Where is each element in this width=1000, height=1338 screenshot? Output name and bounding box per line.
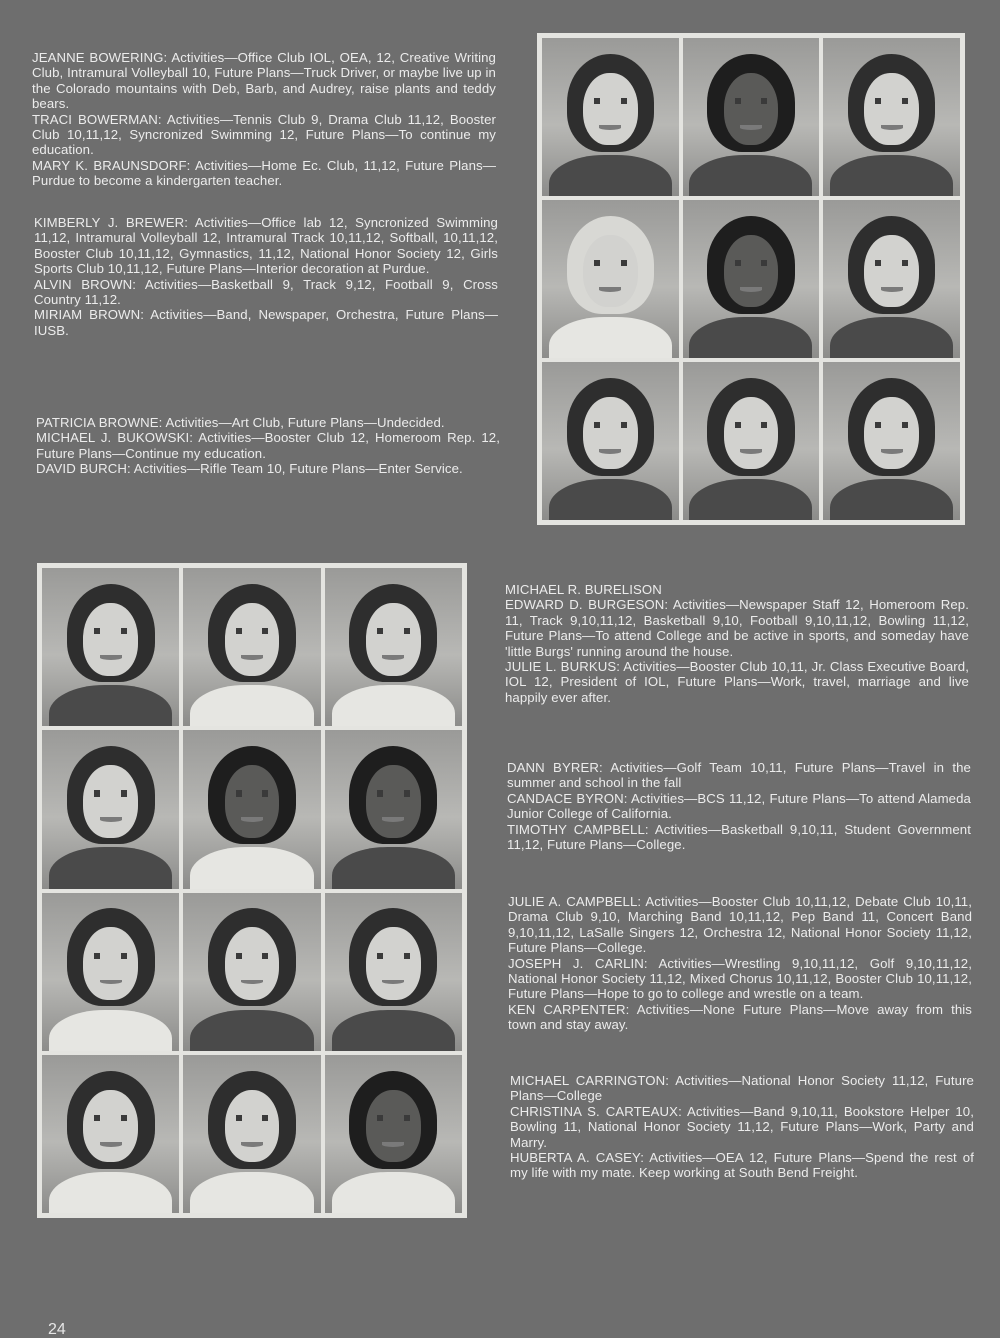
student-portrait (183, 730, 320, 888)
student-portrait (325, 893, 462, 1051)
bio-paragraph: MIRIAM BROWN: Activities—Band, Newspaper, Orchestra, Future Plans—IUSB. (34, 307, 498, 338)
student-portrait (42, 568, 179, 726)
page-number: 24 (48, 1321, 66, 1338)
bio-paragraph: TRACI BOWERMAN: Activities—Tennis Club 9, Drama Club 11,12, Booster Club 10,11,12, Syncronized Swimming 12, Future Plans—To continue my education. (32, 111, 496, 158)
bio-paragraph: JEANNE BOWERING: Activities—Office Club IOL, OEA, 12, Creative Writing Club, Intramural Volleyball 10, Future Plans—Truck Driver, or maybe live up in the Colorado mountains with Deb, Barb, and Audrey, raise plants and teddy bears. (32, 50, 496, 112)
student-bios-carrington-casey (510, 1073, 974, 1181)
student-portrait (183, 1055, 320, 1213)
student-portrait (42, 1055, 179, 1213)
student-portrait (823, 362, 960, 520)
student-bios-burelison-burkus (505, 582, 969, 705)
bio-paragraph: CANDACE BYRON: Activities—BCS 11,12, Future Plans—To attend Alameda Junior College of California. (507, 790, 971, 822)
bio-paragraph: JULIE A. CAMPBELL: Activities—Booster Club 10,11,12, Debate Club 10,11, Drama Club 9,10, Marching Band 10,11,12, Pep Band 11, Concert Band 9,10,11,12, LaSalle Singers 12, Orchestra 12, National Honor Society 11,12, Future Plans—College. (508, 894, 972, 956)
bio-paragraph: TIMOTHY CAMPBELL: Activities—Basketball 9,10,11, Student Government 11,12, Future Plans—College. (507, 821, 971, 853)
photo-grid-top (537, 33, 965, 525)
student-portrait (325, 730, 462, 888)
bio-paragraph: EDWARD D. BURGESON: Activities—Newspaper Staff 12, Homeroom Rep. 11, Track 9,10,11,12, Basketball 9,10, Football 9,10,11,12, Bowling 11,12, Future Plans—To attend College and be active in sports, and someday have 'little Burgs' running around the house. (505, 597, 969, 659)
student-portrait (823, 200, 960, 358)
student-portrait (683, 38, 820, 196)
student-portrait (325, 1055, 462, 1213)
student-portrait (325, 568, 462, 726)
student-portrait (183, 568, 320, 726)
bio-paragraph: DANN BYRER: Activities—Golf Team 10,11, Future Plans—Travel in the summer and school in the fall (507, 760, 971, 791)
student-portrait (683, 200, 820, 358)
student-bios-byrer-campbell (507, 760, 971, 852)
bio-paragraph: MICHAEL CARRINGTON: Activities—National Honor Society 11,12, Future Plans—College (510, 1073, 974, 1104)
bio-paragraph: ALVIN BROWN: Activities—Basketball 9, Track 9,12, Football 9, Cross Country 11,12. (34, 276, 498, 308)
student-bios-campbell-carpenter (508, 894, 972, 1033)
student-portrait (542, 38, 679, 196)
bio-paragraph: DAVID BURCH: Activities—Rifle Team 10, Future Plans—Enter Service. (36, 461, 463, 477)
bio-paragraph: MARY K. BRAUNSDORF: Activities—Home Ec. Club, 11,12, Future Plans—Purdue to become a kindergarten teacher. (32, 157, 496, 189)
bio-paragraph: HUBERTA A. CASEY: Activities—OEA 12, Future Plans—Spend the rest of my life with my mate. Keep working at South Bend Freight. (510, 1150, 974, 1181)
student-bios-brewer-brown (34, 215, 498, 338)
bio-paragraph: MICHAEL J. BUKOWSKI: Activities—Booster Club 12, Homeroom Rep. 12, Future Plans—Continue my education. (36, 430, 500, 461)
photo-grid-bottom (37, 563, 467, 1218)
student-portrait (683, 362, 820, 520)
student-portrait (542, 200, 679, 358)
student-portrait (42, 730, 179, 888)
student-bios-bowering-braunsdorf (32, 50, 496, 189)
bio-paragraph: KEN CARPENTER: Activities—None Future Plans—Move away from this town and stay away. (508, 1001, 972, 1033)
bio-paragraph: PATRICIA BROWNE: Activities—Art Club, Future Plans—Undecided. (36, 415, 445, 430)
bio-paragraph: JOSEPH J. CARLIN: Activities—Wrestling 9,10,11,12, Golf 9,10,11,12, National Honor Society 11,12, Mixed Chorus 10,11,12, Booster Club 10,11,12, Future Plans—Hope to go to college and wrestle on a team. (508, 955, 972, 1002)
bio-paragraph: MICHAEL R. BURELISON (505, 582, 662, 597)
student-portrait (823, 38, 960, 196)
student-portrait (183, 893, 320, 1051)
bio-paragraph: JULIE L. BURKUS: Activities—Booster Club 10,11, Jr. Class Executive Board, IOL 12, President of IOL, Future Plans—Work, travel, marriage and live happily ever after. (505, 659, 969, 705)
student-portrait (42, 893, 179, 1051)
bio-paragraph: CHRISTINA S. CARTEAUX: Activities—Band 9,10,11, Bookstore Helper 10, Bowling 11, National Honor Society 11,12, Future Plans—Work, Party and Marry. (510, 1103, 974, 1150)
student-portrait (542, 362, 679, 520)
bio-paragraph: KIMBERLY J. BREWER: Activities—Office lab 12, Syncronized Swimming 11,12, Intramural Volleyball 12, Intramural Track 10,11,12, Softball, 10,11,12, Booster Club 10,11,12, Gymnastics, 11,12, National Honor Society 12, Girls Sports Club 10,11,12, Future Plans—Interior decoration at Purdue. (34, 215, 498, 277)
student-bios-browne-burch (36, 415, 500, 477)
